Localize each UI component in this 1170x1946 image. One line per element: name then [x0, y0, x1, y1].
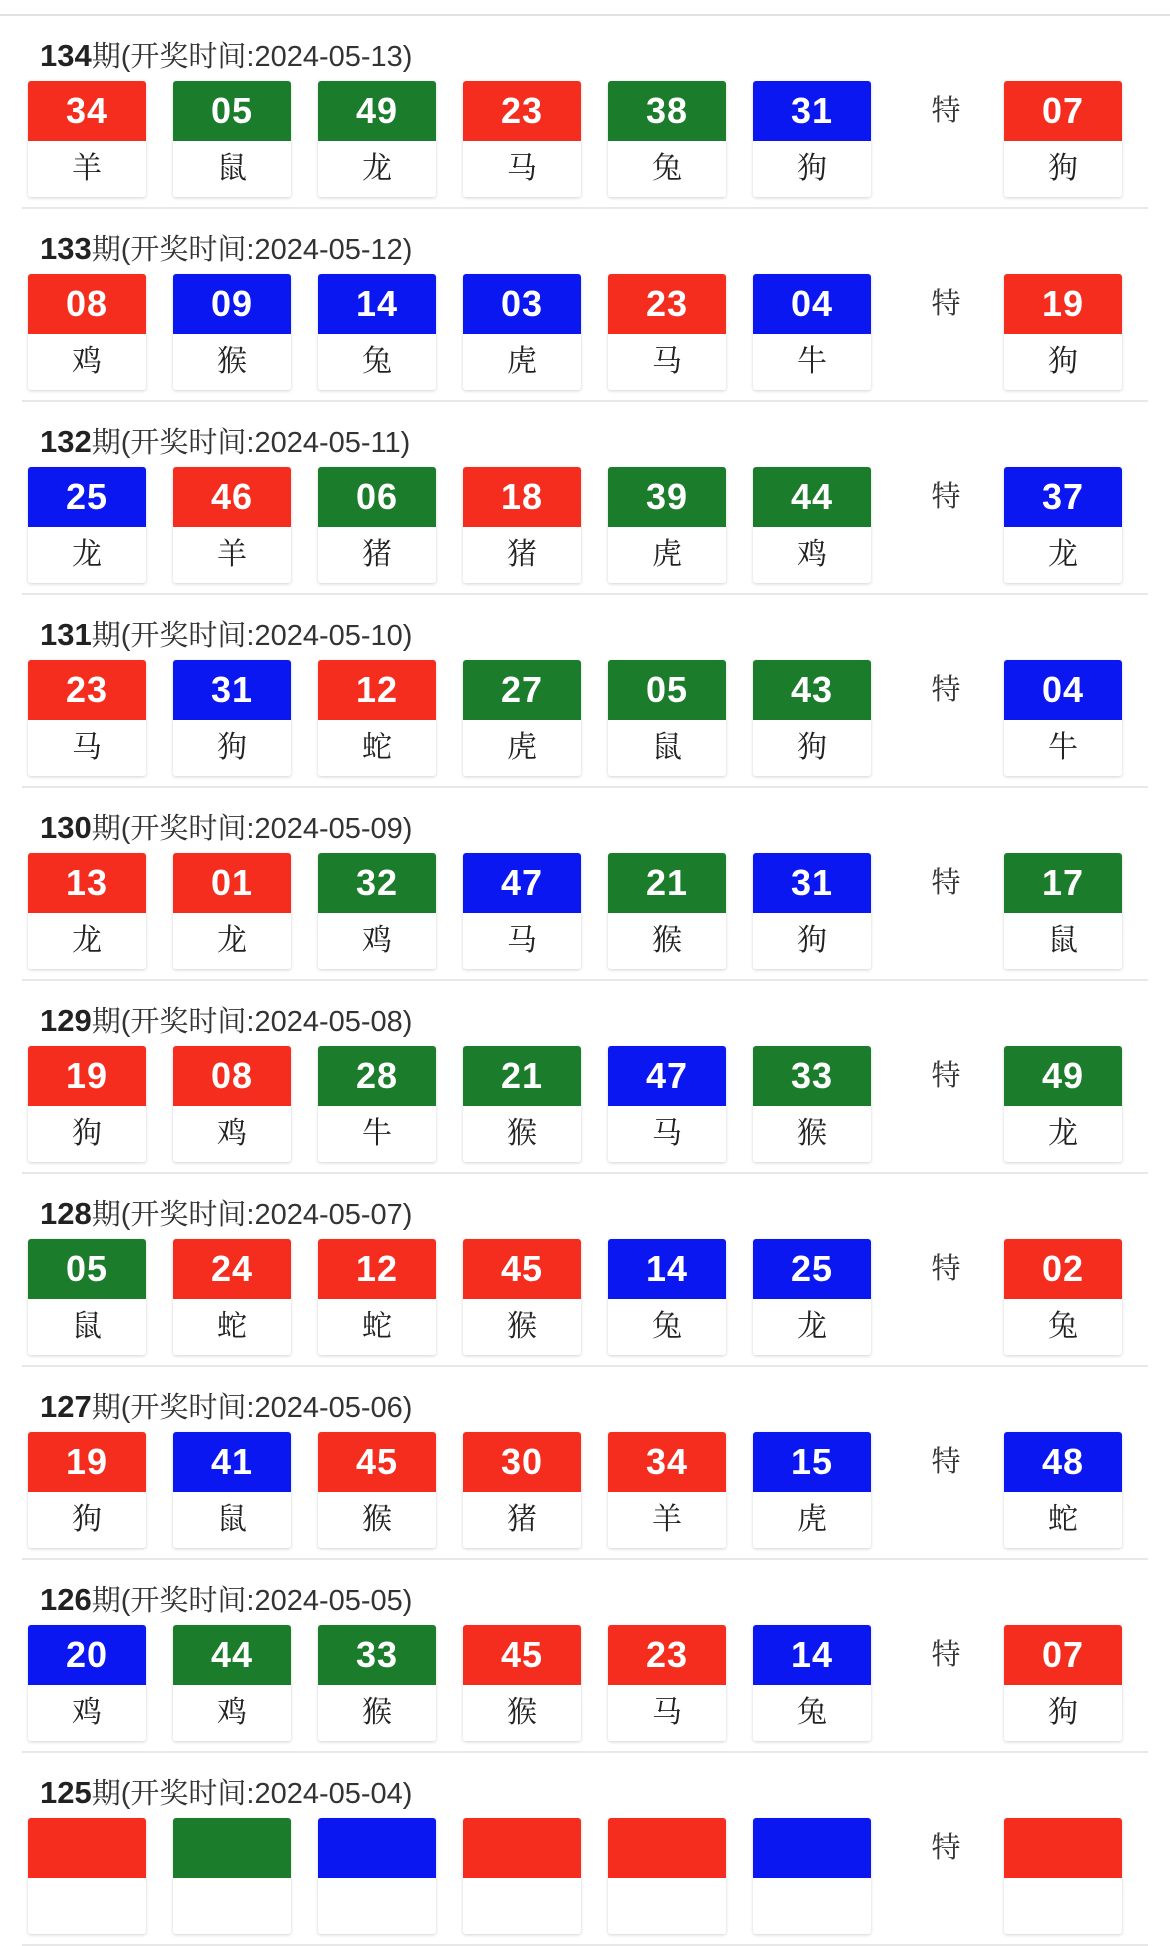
special-ball-number: 07 — [1004, 81, 1122, 141]
ball-number — [753, 1818, 871, 1878]
ball-number: 14 — [608, 1239, 726, 1299]
ball-number: 08 — [173, 1046, 291, 1106]
draw-balls-row — [22, 467, 1148, 583]
draw-title — [22, 209, 1148, 274]
ball-number: 28 — [318, 1046, 436, 1106]
draw-balls-row — [22, 1239, 1148, 1355]
ball-zodiac: 猪 — [463, 527, 581, 583]
special-ball-label: 特 — [931, 1060, 961, 1092]
draw-title — [22, 1174, 1148, 1239]
special-ball-zodiac: 鼠 — [1004, 913, 1122, 969]
draw-block — [22, 1560, 1148, 1753]
special-ball-label: 特 — [931, 867, 961, 899]
ball-cell[interactable] — [753, 81, 871, 197]
draw-block — [22, 209, 1148, 402]
ball-number — [318, 1818, 436, 1878]
ball-number: 30 — [463, 1432, 581, 1492]
ball-zodiac: 龙 — [753, 1299, 871, 1355]
ball-cell[interactable] — [28, 274, 146, 390]
ball-cell[interactable] — [28, 1818, 146, 1934]
ball-number: 33 — [753, 1046, 871, 1106]
ball-number: 43 — [753, 660, 871, 720]
ball-cell[interactable] — [463, 1625, 581, 1741]
special-ball-zodiac: 蛇 — [1004, 1492, 1122, 1548]
draw-date-text: 期(开奖时间:2024-05-12) — [91, 234, 413, 266]
ball-cell[interactable] — [318, 1432, 436, 1548]
ball-cell[interactable] — [318, 1239, 436, 1355]
ball-zodiac: 羊 — [608, 1492, 726, 1548]
ball-cell[interactable] — [753, 467, 871, 583]
draw-block — [22, 1174, 1148, 1367]
special-ball-cell[interactable] — [1004, 660, 1122, 776]
ball-zodiac: 猴 — [608, 913, 726, 969]
ball-cell[interactable] — [753, 1818, 871, 1934]
draw-issue-number: 131 — [40, 617, 92, 652]
ball-zodiac: 龙 — [28, 527, 146, 583]
ball-number: 19 — [28, 1046, 146, 1106]
ball-cell[interactable] — [608, 81, 726, 197]
special-ball-cell[interactable] — [1004, 1818, 1122, 1934]
special-ball-label: 特 — [931, 95, 961, 127]
special-ball-number: 04 — [1004, 660, 1122, 720]
ball-cell[interactable] — [28, 853, 146, 969]
draw-block — [22, 595, 1148, 788]
draw-issue-number: 133 — [40, 231, 92, 266]
ball-number: 45 — [463, 1625, 581, 1685]
ball-number: 34 — [28, 81, 146, 141]
ball-number: 04 — [753, 274, 871, 334]
ball-cell[interactable] — [318, 660, 436, 776]
ball-zodiac: 兔 — [318, 334, 436, 390]
draw-block — [22, 16, 1148, 209]
special-ball-number — [1004, 1818, 1122, 1878]
ball-zodiac: 猴 — [463, 1685, 581, 1741]
special-ball-zodiac: 牛 — [1004, 720, 1122, 776]
ball-number — [608, 1818, 726, 1878]
ball-number: 23 — [463, 81, 581, 141]
ball-cell[interactable] — [753, 1625, 871, 1741]
ball-number: 23 — [608, 1625, 726, 1685]
ball-number: 23 — [28, 660, 146, 720]
draw-title — [22, 595, 1148, 660]
ball-zodiac: 虎 — [463, 334, 581, 390]
ball-number: 14 — [753, 1625, 871, 1685]
ball-number: 25 — [28, 467, 146, 527]
ball-cell[interactable] — [318, 81, 436, 197]
special-ball-zodiac — [1004, 1878, 1122, 1934]
ball-zodiac: 猪 — [318, 527, 436, 583]
ball-zodiac: 马 — [608, 1106, 726, 1162]
draw-block — [22, 402, 1148, 595]
special-ball-label: 特 — [931, 1253, 961, 1285]
ball-cell[interactable] — [173, 1239, 291, 1355]
ball-zodiac: 鸡 — [173, 1106, 291, 1162]
ball-cell[interactable] — [608, 853, 726, 969]
ball-cell[interactable] — [28, 1432, 146, 1548]
ball-cell[interactable] — [28, 1046, 146, 1162]
ball-number: 21 — [608, 853, 726, 913]
ball-cell[interactable] — [463, 853, 581, 969]
draw-balls-row — [22, 1625, 1148, 1741]
ball-zodiac: 马 — [463, 913, 581, 969]
ball-zodiac: 狗 — [753, 720, 871, 776]
ball-number: 33 — [318, 1625, 436, 1685]
top-divider — [0, 0, 1170, 16]
ball-number: 31 — [173, 660, 291, 720]
ball-zodiac: 鸡 — [753, 527, 871, 583]
ball-cell[interactable] — [318, 1046, 436, 1162]
ball-number: 08 — [28, 274, 146, 334]
ball-zodiac: 马 — [463, 141, 581, 197]
ball-number: 46 — [173, 467, 291, 527]
special-ball-number: 19 — [1004, 274, 1122, 334]
draw-date-text: 期(开奖时间:2024-05-09) — [91, 813, 413, 845]
ball-cell[interactable] — [608, 1239, 726, 1355]
draw-issue-number: 129 — [40, 1003, 92, 1038]
ball-zodiac: 蛇 — [318, 720, 436, 776]
ball-cell[interactable] — [28, 1239, 146, 1355]
ball-zodiac: 猴 — [463, 1299, 581, 1355]
ball-zodiac — [753, 1878, 871, 1934]
ball-cell[interactable] — [463, 660, 581, 776]
ball-cell[interactable] — [173, 1046, 291, 1162]
ball-cell[interactable] — [463, 81, 581, 197]
ball-zodiac: 羊 — [28, 141, 146, 197]
ball-cell[interactable] — [463, 1239, 581, 1355]
special-ball-zodiac: 龙 — [1004, 527, 1122, 583]
ball-zodiac: 蛇 — [173, 1299, 291, 1355]
ball-zodiac: 兔 — [753, 1685, 871, 1741]
special-ball-number: 07 — [1004, 1625, 1122, 1685]
ball-number: 45 — [318, 1432, 436, 1492]
special-ball-number: 37 — [1004, 467, 1122, 527]
special-ball-label: 特 — [931, 1446, 961, 1478]
ball-zodiac: 龙 — [173, 913, 291, 969]
ball-number: 32 — [318, 853, 436, 913]
special-ball-number: 48 — [1004, 1432, 1122, 1492]
draw-balls-row — [22, 1046, 1148, 1162]
ball-number: 27 — [463, 660, 581, 720]
ball-zodiac — [28, 1878, 146, 1934]
special-ball-zodiac: 龙 — [1004, 1106, 1122, 1162]
ball-number: 19 — [28, 1432, 146, 1492]
ball-number — [173, 1818, 291, 1878]
ball-cell[interactable] — [463, 1818, 581, 1934]
ball-number — [463, 1818, 581, 1878]
ball-zodiac: 马 — [608, 1685, 726, 1741]
draw-issue-number: 126 — [40, 1582, 92, 1617]
ball-cell[interactable] — [318, 274, 436, 390]
ball-cell[interactable] — [608, 1625, 726, 1741]
special-ball-cell[interactable] — [1004, 274, 1122, 390]
ball-cell[interactable] — [173, 1625, 291, 1741]
ball-zodiac: 猴 — [318, 1685, 436, 1741]
ball-cell[interactable] — [28, 1625, 146, 1741]
ball-cell[interactable] — [608, 660, 726, 776]
ball-cell[interactable] — [173, 853, 291, 969]
draw-date-text: 期(开奖时间:2024-05-04) — [91, 1778, 413, 1810]
ball-number: 09 — [173, 274, 291, 334]
ball-zodiac: 猴 — [463, 1106, 581, 1162]
draw-issue-number: 125 — [40, 1775, 92, 1810]
draw-issue-number: 128 — [40, 1196, 92, 1231]
ball-zodiac: 牛 — [753, 334, 871, 390]
ball-number: 03 — [463, 274, 581, 334]
ball-number: 12 — [318, 1239, 436, 1299]
ball-cell[interactable] — [463, 274, 581, 390]
ball-zodiac: 狗 — [173, 720, 291, 776]
ball-number: 23 — [608, 274, 726, 334]
draw-issue-number: 130 — [40, 810, 92, 845]
ball-cell[interactable] — [173, 1818, 291, 1934]
draw-block — [22, 788, 1148, 981]
draw-balls-row — [22, 81, 1148, 197]
special-ball-cell[interactable] — [1004, 1239, 1122, 1355]
special-ball-label: 特 — [931, 288, 961, 320]
ball-number: 15 — [753, 1432, 871, 1492]
ball-cell[interactable] — [608, 467, 726, 583]
ball-zodiac — [608, 1878, 726, 1934]
ball-zodiac: 鼠 — [173, 141, 291, 197]
draw-date-text: 期(开奖时间:2024-05-11) — [91, 427, 411, 459]
ball-number: 25 — [753, 1239, 871, 1299]
ball-number: 05 — [28, 1239, 146, 1299]
draw-title — [22, 788, 1148, 853]
ball-zodiac: 牛 — [318, 1106, 436, 1162]
ball-number: 41 — [173, 1432, 291, 1492]
draw-date-text: 期(开奖时间:2024-05-07) — [91, 1199, 413, 1231]
ball-number: 01 — [173, 853, 291, 913]
draw-date-text: 期(开奖时间:2024-05-06) — [91, 1392, 413, 1424]
special-ball-cell[interactable] — [1004, 81, 1122, 197]
ball-cell[interactable] — [753, 1432, 871, 1548]
ball-number: 05 — [608, 660, 726, 720]
draw-title — [22, 402, 1148, 467]
special-ball-cell[interactable] — [1004, 1625, 1122, 1741]
ball-cell[interactable] — [753, 1046, 871, 1162]
ball-number: 12 — [318, 660, 436, 720]
ball-number: 39 — [608, 467, 726, 527]
draw-date-text: 期(开奖时间:2024-05-10) — [91, 620, 413, 652]
ball-cell[interactable] — [608, 1046, 726, 1162]
ball-zodiac: 马 — [608, 334, 726, 390]
ball-zodiac: 鼠 — [28, 1299, 146, 1355]
draw-title — [22, 981, 1148, 1046]
ball-number: 13 — [28, 853, 146, 913]
ball-number: 49 — [318, 81, 436, 141]
special-ball-label: 特 — [931, 674, 961, 706]
ball-zodiac — [463, 1878, 581, 1934]
special-ball-zodiac: 狗 — [1004, 141, 1122, 197]
ball-zodiac: 兔 — [608, 1299, 726, 1355]
draw-balls-row — [22, 274, 1148, 390]
ball-cell[interactable] — [318, 1625, 436, 1741]
draw-balls-row — [22, 660, 1148, 776]
ball-number: 18 — [463, 467, 581, 527]
ball-cell[interactable] — [753, 1239, 871, 1355]
ball-cell[interactable] — [753, 274, 871, 390]
ball-zodiac: 虎 — [608, 527, 726, 583]
ball-zodiac: 猴 — [318, 1492, 436, 1548]
ball-zodiac: 狗 — [28, 1492, 146, 1548]
ball-cell[interactable] — [173, 81, 291, 197]
ball-zodiac: 龙 — [28, 913, 146, 969]
ball-number: 20 — [28, 1625, 146, 1685]
ball-cell[interactable] — [173, 274, 291, 390]
ball-number: 47 — [463, 853, 581, 913]
draw-balls-row — [22, 853, 1148, 969]
ball-number: 47 — [608, 1046, 726, 1106]
ball-zodiac: 蛇 — [318, 1299, 436, 1355]
ball-cell[interactable] — [28, 81, 146, 197]
ball-zodiac — [173, 1878, 291, 1934]
ball-number: 44 — [753, 467, 871, 527]
draw-title — [22, 1753, 1148, 1818]
draw-balls-row — [22, 1818, 1148, 1934]
ball-zodiac: 猪 — [463, 1492, 581, 1548]
ball-cell[interactable] — [28, 467, 146, 583]
special-ball-zodiac: 狗 — [1004, 334, 1122, 390]
ball-cell[interactable] — [753, 660, 871, 776]
ball-cell[interactable] — [318, 1818, 436, 1934]
ball-number: 31 — [753, 81, 871, 141]
special-ball-label: 特 — [931, 481, 961, 513]
special-ball-cell[interactable] — [1004, 1046, 1122, 1162]
ball-number: 24 — [173, 1239, 291, 1299]
special-ball-number: 17 — [1004, 853, 1122, 913]
ball-zodiac — [318, 1878, 436, 1934]
ball-zodiac: 鼠 — [173, 1492, 291, 1548]
ball-zodiac: 鸡 — [28, 1685, 146, 1741]
ball-cell[interactable] — [753, 853, 871, 969]
ball-cell[interactable] — [173, 1432, 291, 1548]
draw-title — [22, 1367, 1148, 1432]
ball-zodiac: 猴 — [753, 1106, 871, 1162]
ball-number: 06 — [318, 467, 436, 527]
ball-cell[interactable] — [463, 1046, 581, 1162]
ball-zodiac: 羊 — [173, 527, 291, 583]
ball-number: 05 — [173, 81, 291, 141]
draw-block — [22, 1753, 1148, 1946]
special-ball-cell[interactable] — [1004, 853, 1122, 969]
ball-cell[interactable] — [28, 660, 146, 776]
ball-zodiac: 鸡 — [318, 913, 436, 969]
ball-number: 14 — [318, 274, 436, 334]
special-ball-cell[interactable] — [1004, 467, 1122, 583]
ball-number — [28, 1818, 146, 1878]
ball-number: 38 — [608, 81, 726, 141]
ball-zodiac: 狗 — [28, 1106, 146, 1162]
ball-number: 34 — [608, 1432, 726, 1492]
special-ball-zodiac: 狗 — [1004, 1685, 1122, 1741]
ball-cell[interactable] — [173, 467, 291, 583]
special-ball-zodiac: 兔 — [1004, 1299, 1122, 1355]
special-ball-number: 02 — [1004, 1239, 1122, 1299]
special-ball-number: 49 — [1004, 1046, 1122, 1106]
ball-cell[interactable] — [608, 274, 726, 390]
ball-zodiac: 鼠 — [608, 720, 726, 776]
ball-zodiac: 鸡 — [28, 334, 146, 390]
special-ball-cell[interactable] — [1004, 1432, 1122, 1548]
ball-number: 44 — [173, 1625, 291, 1685]
ball-zodiac: 马 — [28, 720, 146, 776]
draw-title — [22, 1560, 1148, 1625]
draw-block — [22, 1367, 1148, 1560]
ball-zodiac: 龙 — [318, 141, 436, 197]
ball-cell[interactable] — [173, 660, 291, 776]
draw-list — [22, 16, 1148, 1946]
draw-title — [22, 16, 1148, 81]
ball-cell[interactable] — [608, 1432, 726, 1548]
ball-zodiac: 虎 — [463, 720, 581, 776]
ball-cell[interactable] — [608, 1818, 726, 1934]
ball-zodiac: 猴 — [173, 334, 291, 390]
ball-cell[interactable] — [463, 1432, 581, 1548]
special-ball-label: 特 — [931, 1832, 961, 1864]
ball-number: 31 — [753, 853, 871, 913]
ball-cell[interactable] — [463, 467, 581, 583]
draw-block — [22, 981, 1148, 1174]
draw-date-text: 期(开奖时间:2024-05-05) — [91, 1585, 413, 1617]
ball-zodiac: 兔 — [608, 141, 726, 197]
ball-zodiac: 鸡 — [173, 1685, 291, 1741]
ball-cell[interactable] — [318, 467, 436, 583]
ball-number: 45 — [463, 1239, 581, 1299]
ball-zodiac: 虎 — [753, 1492, 871, 1548]
draw-issue-number: 132 — [40, 424, 92, 459]
draw-date-text: 期(开奖时间:2024-05-13) — [91, 41, 413, 73]
draw-issue-number: 127 — [40, 1389, 92, 1424]
ball-cell[interactable] — [318, 853, 436, 969]
special-ball-label: 特 — [931, 1639, 961, 1671]
draw-balls-row — [22, 1432, 1148, 1548]
ball-zodiac: 狗 — [753, 913, 871, 969]
draw-issue-number: 134 — [40, 38, 92, 73]
ball-zodiac: 狗 — [753, 141, 871, 197]
ball-number: 21 — [463, 1046, 581, 1106]
draw-date-text: 期(开奖时间:2024-05-08) — [91, 1006, 413, 1038]
